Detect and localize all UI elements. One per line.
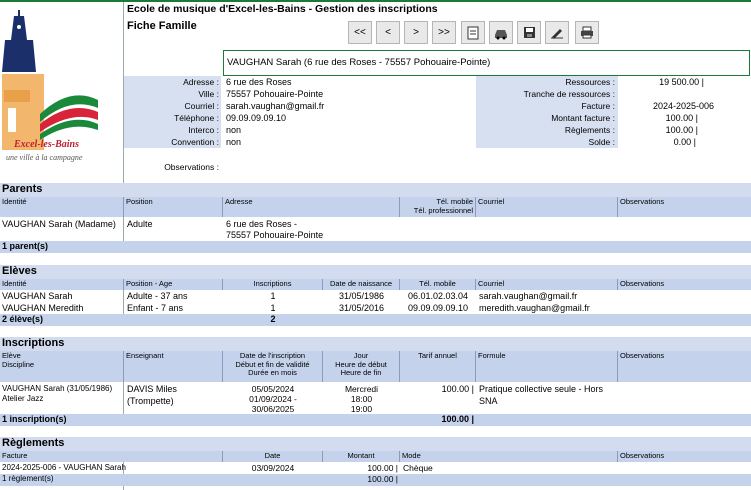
inscriptions-col-jour	[323, 351, 400, 382]
inscription-jour: Mercredi	[344, 384, 379, 394]
inscriptions-col-date1: Date de l'inscription	[239, 351, 306, 360]
eleve-identite: VAUGHAN Sarah	[2, 291, 73, 301]
first-record-button[interactable]: <<	[348, 21, 372, 44]
ressources-label: Ressources :	[565, 77, 615, 87]
eleve-courriel[interactable]: meredith.vaughan@gmail.fr	[479, 303, 590, 313]
adresse-label: Adresse :	[183, 77, 219, 87]
eleve-mobile: 06.01.02.03.04	[407, 291, 469, 301]
parents-section-title: Parents	[0, 183, 751, 197]
reglements-col-facture: Facture	[0, 451, 223, 462]
ville-value: 75557 Pohouaire-Pointe	[226, 89, 324, 99]
printer-button[interactable]	[575, 21, 599, 44]
logo-tagline: une ville à la campagne	[6, 153, 83, 162]
parents-col-adresse: Adresse	[223, 197, 400, 217]
inscriptions-footer	[0, 414, 751, 426]
inscription-formule-line2: SNA	[479, 396, 498, 406]
parents-footer: 1 parent(s)	[0, 241, 751, 253]
adresse-value: 6 rue des Roses	[226, 77, 292, 87]
inscriptions-col-eleve-label: Elève	[2, 351, 21, 360]
inscription-date1: 05/05/2024	[251, 384, 295, 394]
eleves-col-naissance: Date de naissance	[323, 279, 400, 290]
inscriptions-col-jour3: Heure de fin	[340, 368, 382, 378]
reglements-footer	[0, 474, 751, 486]
ressources-value: 19 500.00 |	[659, 77, 704, 87]
inscriptions-col-discipline-label: Discipline	[2, 359, 35, 369]
montant-value: 100.00 |	[665, 113, 698, 123]
eleves-col-identite: Identité	[0, 279, 124, 290]
eleve-naissance: 31/05/2016	[338, 303, 385, 313]
last-record-button[interactable]: >>	[432, 21, 456, 44]
reglements-footer-count: 1 règlement(s)	[2, 474, 54, 483]
telephone-label: Téléphone :	[174, 113, 219, 123]
page-subtitle: Fiche Famille	[127, 20, 197, 32]
parents-col-courriel: Courriel	[476, 197, 618, 217]
print-button[interactable]	[461, 21, 485, 44]
reglements-label: Règlements :	[564, 125, 615, 135]
parents-col-identite: Identité	[0, 197, 124, 217]
interco-label: Interco :	[188, 125, 219, 135]
ville-label: Ville :	[198, 89, 219, 99]
inscriptions-footer-total: 100.00 |	[441, 414, 474, 424]
reglements-value: 100.00 |	[665, 125, 698, 135]
inscriptions-col-eleve	[0, 351, 124, 382]
reglement-montant: 100.00 |	[367, 463, 398, 473]
reglements-col-date: Date	[223, 451, 323, 462]
reglements-footer-total: 100.00 |	[367, 474, 398, 484]
document-icon	[467, 26, 479, 40]
interco-value: non	[226, 125, 242, 135]
previous-record-button[interactable]: <	[376, 21, 400, 44]
family-selector-input[interactable]: VAUGHAN Sarah (6 rue des Roses - 75557 Pohouaire-Pointe)	[223, 50, 750, 76]
eleve-position: Adulte - 37 ans	[127, 291, 188, 301]
app-title: Ecole de musique d'Excel-les-Bains - Gestion des inscriptions	[127, 3, 438, 15]
inscriptions-col-dates	[223, 351, 323, 382]
facture-label: Facture :	[581, 101, 615, 111]
edit-button[interactable]	[545, 21, 569, 44]
printer-icon	[580, 26, 594, 39]
parents-col-tel-pro: Tél. professionnel	[413, 205, 473, 215]
solde-label: Solde :	[588, 137, 615, 147]
eleves-footer	[0, 314, 751, 326]
parent-adresse-line2: 75557 Pohouaire-Pointe	[226, 230, 324, 240]
courriel-label: Courriel :	[184, 101, 219, 111]
parents-col-tel-mobile: Tél. mobile	[436, 197, 473, 206]
reglement-mode: Chèque	[403, 463, 433, 473]
reglements-section-title: Règlements	[0, 437, 751, 451]
inscription-heure-debut: 18:00	[350, 394, 373, 404]
inscriptions-section-title: Inscriptions	[0, 337, 751, 351]
eleves-col-mobile: Tél. mobile	[400, 279, 476, 290]
inscription-instrument: (Trompette)	[127, 396, 174, 406]
tranche-label: Tranche de ressources :	[523, 89, 615, 99]
logo-text: Excel-les-Bains	[14, 139, 79, 150]
table-row[interactable]	[0, 290, 751, 302]
solde-value: 0.00 |	[673, 137, 696, 147]
reglement-date: 03/09/2024	[251, 463, 295, 473]
parents-col-tel	[400, 197, 476, 217]
inscriptions-col-jour1: Jour	[353, 351, 369, 360]
eleve-courriel[interactable]: sarah.vaughan@gmail.fr	[479, 291, 578, 301]
reglements-col-mode: Mode	[400, 451, 618, 462]
car-button[interactable]	[489, 21, 513, 44]
eleves-section-title: Elèves	[0, 265, 751, 279]
table-row[interactable]	[0, 462, 751, 474]
observations-label: Observations :	[164, 162, 219, 172]
montant-label: Montant facture :	[551, 113, 615, 123]
next-record-button[interactable]: >	[404, 21, 428, 44]
eleve-position: Enfant - 7 ans	[127, 303, 184, 313]
inscriptions-col-jour2: Heure de début	[335, 359, 387, 369]
reglements-col-observations: Observations	[618, 451, 751, 462]
eleves-footer-total: 2	[270, 314, 276, 324]
eleve-mobile: 09.09.09.09.10	[407, 303, 469, 313]
eleves-col-position: Position - Age	[124, 279, 223, 290]
reglement-facture: 2024-2025-006 - VAUGHAN Sarah	[2, 463, 126, 472]
eleves-col-observations: Observations	[618, 279, 751, 290]
eleves-col-courriel: Courriel	[476, 279, 618, 290]
inscription-eleve: VAUGHAN Sarah (31/05/1986)	[2, 384, 113, 393]
table-row[interactable]	[0, 217, 751, 241]
inscription-tarif: 100.00 |	[441, 384, 474, 394]
inscriptions-col-date3: Durée en mois	[248, 368, 297, 378]
inscriptions-footer-count: 1 inscription(s)	[2, 414, 67, 424]
inscriptions-col-date2: Début et fin de validité	[235, 359, 310, 369]
car-icon	[493, 26, 509, 40]
inscriptions-col-tarif: Tarif annuel	[400, 351, 476, 382]
inscription-formule-line1: Pratique collective seule - Hors	[479, 384, 604, 394]
save-button[interactable]	[517, 21, 541, 44]
inscriptions-col-observations: Observations	[618, 351, 751, 382]
parent-adresse-line1: 6 rue des Roses -	[226, 219, 298, 229]
inscription-heure-fin: 19:00	[350, 404, 373, 414]
eleve-inscriptions: 1	[270, 291, 276, 301]
parents-col-position: Position	[124, 197, 223, 217]
inscription-enseignant: DAVIS Miles	[127, 384, 177, 394]
pen-icon	[550, 26, 564, 39]
floppy-disk-icon	[523, 26, 536, 39]
inscriptions-col-formule: Formule	[476, 351, 618, 382]
eleve-identite: VAUGHAN Meredith	[2, 303, 84, 313]
courriel-value[interactable]: sarah.vaughan@gmail.fr	[226, 101, 325, 111]
parents-col-observations: Observations	[618, 197, 751, 217]
eleves-footer-count: 2 élève(s)	[2, 314, 44, 324]
reglements-col-montant: Montant	[323, 451, 400, 462]
parent-identite: VAUGHAN Sarah (Madame)	[2, 219, 116, 229]
convention-label: Convention :	[171, 137, 219, 147]
eleve-inscriptions: 1	[270, 303, 276, 313]
inscription-date2: 01/09/2024 -	[249, 394, 297, 404]
inscriptions-col-enseignant: Enseignant	[124, 351, 223, 382]
logo	[0, 2, 123, 180]
inscription-date3: 30/06/2025	[251, 404, 295, 414]
inscription-discipline: Atelier Jazz	[2, 394, 44, 403]
table-row[interactable]	[0, 382, 751, 414]
table-row[interactable]	[0, 302, 751, 314]
telephone-value: 09.09.09.09.10	[226, 113, 287, 123]
facture-value: 2024-2025-006	[652, 101, 714, 111]
parent-position: Adulte	[127, 219, 153, 229]
convention-value: non	[226, 137, 242, 147]
eleves-col-inscriptions: Inscriptions	[223, 279, 323, 290]
eleve-naissance: 31/05/1986	[338, 291, 385, 301]
